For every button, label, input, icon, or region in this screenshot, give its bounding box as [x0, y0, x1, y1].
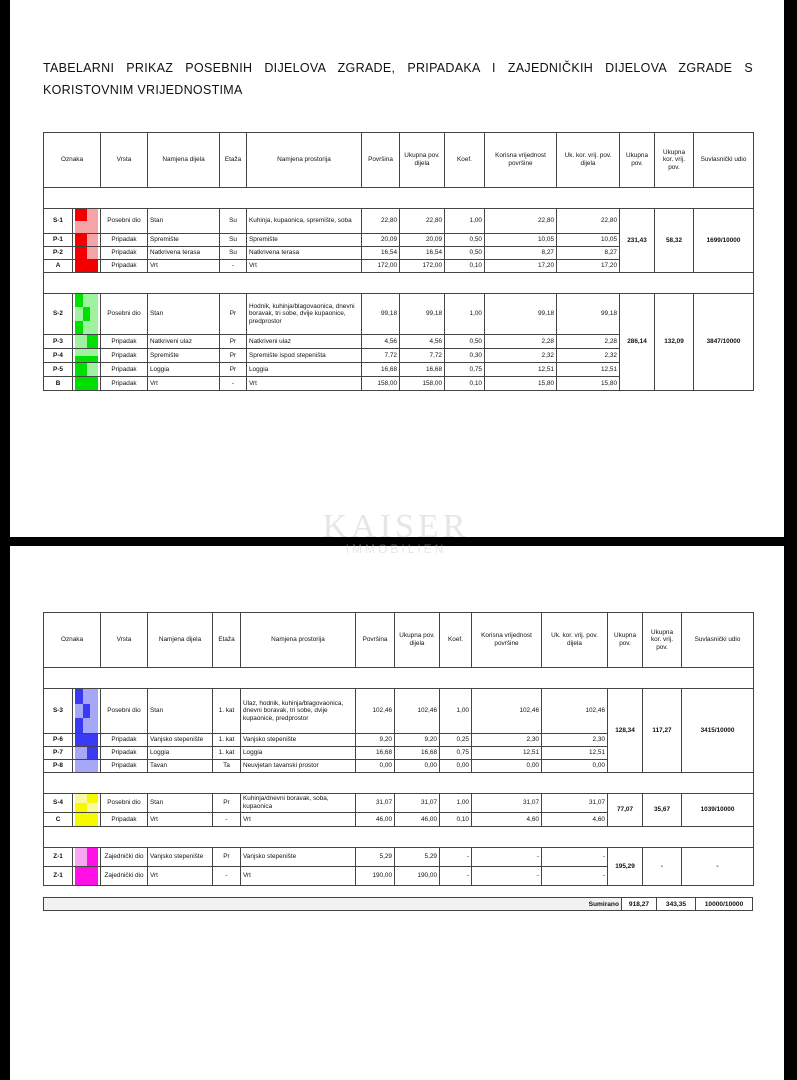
cell-uk-kor: 99,18	[557, 294, 620, 335]
spacer	[44, 188, 754, 209]
cell-vrsta: Pripadak	[101, 760, 148, 773]
cell-ukupna-pov: 172,00	[400, 260, 445, 273]
table-header-row	[44, 613, 754, 668]
cell-koef: 1,00	[440, 794, 472, 813]
cell-vrsta: Posebni dio	[101, 209, 148, 234]
cell-oznaka: P-2	[44, 247, 73, 260]
cell-vrsta: Pripadak	[101, 260, 148, 273]
group-suvlasnicki-udio: 3415/10000	[682, 689, 754, 773]
cell-uk-kor: 2,30	[542, 734, 608, 747]
cell-namjena-dijela: Vrt	[148, 377, 220, 391]
cell-uk-kor: 2,32	[557, 349, 620, 363]
cell-oznaka: P-7	[44, 747, 73, 760]
color-swatch	[73, 747, 101, 760]
header-ukupna-kor-vrij: Ukupna kor. vrij. pov.	[655, 133, 694, 188]
cell-vrsta: Zajednički dio	[101, 867, 148, 886]
color-swatch	[73, 247, 101, 260]
cell-namjena-dijela: Loggia	[148, 747, 213, 760]
cell-etaza: 1. kat	[213, 689, 241, 734]
cell-korisna: 12,51	[485, 363, 557, 377]
cell-etaza: 1. kat	[213, 734, 241, 747]
header-suvlasnicki-udio: Suvlasnički udio	[682, 613, 754, 668]
header-korisna-vrijednost: Korisna vrijednost površine	[485, 133, 557, 188]
cell-etaza: Pr	[220, 335, 247, 349]
table-row	[44, 689, 754, 734]
color-swatch	[73, 209, 101, 234]
cell-etaza: Ta	[213, 760, 241, 773]
table-page-2	[43, 612, 754, 886]
cell-povrsina: 20,09	[362, 234, 400, 247]
cell-koef: 0,00	[440, 760, 472, 773]
cell-oznaka: S-3	[44, 689, 73, 734]
color-swatch	[73, 760, 101, 773]
cell-korisna: 2,30	[472, 734, 542, 747]
cell-koef: -	[440, 867, 472, 886]
cell-etaza: Pr	[213, 848, 241, 867]
cell-etaza: Su	[220, 209, 247, 234]
header-povrsina: Površina	[356, 613, 395, 668]
group-total-kor: 132,09	[655, 294, 694, 391]
cell-namjena-dijela: Spremište	[148, 349, 220, 363]
header-oznaka: Oznaka	[44, 133, 101, 188]
cell-oznaka: S-4	[44, 794, 73, 813]
cell-vrsta: Posebni dio	[101, 689, 148, 734]
cell-korisna: 10,05	[485, 234, 557, 247]
cell-ukupna-pov: 46,00	[395, 813, 440, 827]
cell-namjena-dijela: Vanjsko stepenište	[148, 848, 213, 867]
cell-namjena-prostorija: Vrt	[247, 260, 362, 273]
group-z1	[44, 848, 754, 886]
color-swatch	[73, 234, 101, 247]
summary-total-kor: 343,35	[657, 898, 696, 911]
cell-koef: 1,00	[445, 209, 485, 234]
color-swatch	[73, 335, 101, 349]
header-suvlasnicki-udio: Suvlasnički udio	[694, 133, 754, 188]
cell-korisna: 22,80	[485, 209, 557, 234]
cell-oznaka: P-8	[44, 760, 73, 773]
table-row	[44, 294, 754, 335]
cell-namjena-dijela: Vanjsko stepenište	[148, 734, 213, 747]
cell-uk-kor: 31,07	[542, 794, 608, 813]
cell-namjena-prostorija: Natkrivena terasa	[247, 247, 362, 260]
cell-ukupna-pov: 16,68	[400, 363, 445, 377]
cell-vrsta: Pripadak	[101, 747, 148, 760]
cell-etaza: 1. kat	[213, 747, 241, 760]
cell-vrsta: Posebni dio	[101, 294, 148, 335]
cell-ukupna-pov: 22,80	[400, 209, 445, 234]
header-koef: Koef.	[440, 613, 472, 668]
cell-koef: 0,50	[445, 247, 485, 260]
cell-uk-kor: 12,51	[557, 363, 620, 377]
cell-koef: 0,25	[440, 734, 472, 747]
group-total-pov: 286,14	[620, 294, 655, 391]
cell-povrsina: 0,00	[356, 760, 395, 773]
document-page-1	[10, 0, 784, 537]
cell-povrsina: 16,54	[362, 247, 400, 260]
color-swatch	[73, 349, 101, 363]
cell-namjena-prostorija: Hodnik, kuhinja/blagovaonica, dnevni boravak, tri sobe, dvije kupaonice, predprostor	[247, 294, 362, 335]
color-swatch	[73, 363, 101, 377]
cell-namjena-prostorija: Vrt	[247, 377, 362, 391]
cell-povrsina: 9,20	[356, 734, 395, 747]
watermark-subtitle: IMMOBILIEN	[345, 542, 447, 556]
cell-vrsta: Pripadak	[101, 349, 148, 363]
cell-koef: 0,10	[440, 813, 472, 827]
cell-namjena-prostorija: Spremište ispod stepeništa	[247, 349, 362, 363]
cell-vrsta: Pripadak	[101, 813, 148, 827]
cell-korisna: 102,46	[472, 689, 542, 734]
cell-ukupna-pov: 7,72	[400, 349, 445, 363]
cell-namjena-dijela: Stan	[148, 209, 220, 234]
cell-etaza: Su	[220, 247, 247, 260]
group-total-kor: 117,27	[643, 689, 682, 773]
cell-namjena-dijela: Tavan	[148, 760, 213, 773]
group-s2	[44, 294, 754, 391]
color-swatch	[73, 867, 101, 886]
cell-etaza: -	[213, 867, 241, 886]
cell-oznaka: S-1	[44, 209, 73, 234]
cell-oznaka: C	[44, 813, 73, 827]
cell-etaza: Su	[220, 234, 247, 247]
color-swatch	[73, 377, 101, 391]
color-swatch	[73, 848, 101, 867]
cell-uk-kor: 0,00	[542, 760, 608, 773]
cell-uk-kor: 10,05	[557, 234, 620, 247]
cell-koef: 0,10	[445, 377, 485, 391]
cell-oznaka: Z-1	[44, 867, 73, 886]
cell-namjena-prostorija: Natkriveni ulaz	[247, 335, 362, 349]
table-row	[44, 209, 754, 234]
cell-povrsina: 31,07	[356, 794, 395, 813]
cell-namjena-dijela: Natkriveni ulaz	[148, 335, 220, 349]
cell-namjena-dijela: Vrt	[148, 260, 220, 273]
cell-oznaka: P-4	[44, 349, 73, 363]
table-row	[44, 848, 754, 867]
cell-ukupna-pov: 99,18	[400, 294, 445, 335]
cell-namjena-prostorija: Kuhinja/dnevni boravak, soba, kupaonica	[241, 794, 356, 813]
group-s1	[44, 209, 754, 273]
cell-korisna: 99,18	[485, 294, 557, 335]
cell-oznaka: P-6	[44, 734, 73, 747]
summary-total-pov: 918,27	[622, 898, 657, 911]
header-povrsina: Površina	[362, 133, 400, 188]
cell-oznaka: P-3	[44, 335, 73, 349]
cell-namjena-dijela: Loggia	[148, 363, 220, 377]
group-total-kor: -	[643, 848, 682, 886]
cell-namjena-dijela: Stan	[148, 794, 213, 813]
group-total-kor: 35,67	[643, 794, 682, 827]
cell-namjena-prostorija: Vrt	[241, 813, 356, 827]
header-uk-kor-vrij: Uk. kor. vrij. pov. dijela	[557, 133, 620, 188]
cell-vrsta: Zajednički dio	[101, 848, 148, 867]
header-vrsta: Vrsta	[101, 133, 148, 188]
cell-uk-kor: 22,80	[557, 209, 620, 234]
cell-povrsina: 22,80	[362, 209, 400, 234]
cell-namjena-prostorija: Ulaz, hodnik, kuhinja/blagovaonica, dnevni boravak, tri sobe, dvije kupaonice, predprostor	[241, 689, 356, 734]
cell-vrsta: Pripadak	[101, 377, 148, 391]
cell-etaza: -	[220, 377, 247, 391]
group-total-pov: 231,43	[620, 209, 655, 273]
header-oznaka: Oznaka	[44, 613, 101, 668]
cell-korisna: 31,07	[472, 794, 542, 813]
header-uk-kor-vrij: Uk. kor. vrij. pov. dijela	[542, 613, 608, 668]
cell-oznaka: B	[44, 377, 73, 391]
cell-uk-kor: -	[542, 867, 608, 886]
header-koef: Koef.	[445, 133, 485, 188]
cell-vrsta: Pripadak	[101, 734, 148, 747]
header-ukupna-pov-dijela: Ukupna pov. dijela	[395, 613, 440, 668]
cell-vrsta: Pripadak	[101, 363, 148, 377]
group-s4	[44, 794, 754, 827]
cell-namjena-prostorija: Kuhinja, kupaonica, spremište, soba	[247, 209, 362, 234]
cell-povrsina: 190,00	[356, 867, 395, 886]
cell-korisna: 8,27	[485, 247, 557, 260]
cell-uk-kor: 17,20	[557, 260, 620, 273]
watermark	[316, 510, 476, 556]
cell-namjena-dijela: Vrt	[148, 867, 213, 886]
cell-povrsina: 5,29	[356, 848, 395, 867]
cell-oznaka: Z-1	[44, 848, 73, 867]
cell-namjena-prostorija: Vanjsko stepenište	[241, 734, 356, 747]
cell-etaza: Pr	[220, 349, 247, 363]
cell-ukupna-pov: 9,20	[395, 734, 440, 747]
cell-namjena-dijela: Vrt	[148, 813, 213, 827]
cell-povrsina: 7,72	[362, 349, 400, 363]
cell-ukupna-pov: 4,56	[400, 335, 445, 349]
spacer	[44, 773, 754, 794]
header-namjena-prostorija: Namjena prostorija	[247, 133, 362, 188]
header-namjena-dijela: Namjena dijela	[148, 613, 213, 668]
summary-total-udio: 10000/10000	[696, 898, 753, 911]
cell-ukupna-pov: 31,07	[395, 794, 440, 813]
header-ukupna-pov: Ukupna pov.	[620, 133, 655, 188]
cell-ukupna-pov: 0,00	[395, 760, 440, 773]
cell-namjena-prostorija: Neuvjetan tavanski prostor	[241, 760, 356, 773]
header-vrsta: Vrsta	[101, 613, 148, 668]
cell-etaza: Pr	[220, 294, 247, 335]
cell-uk-kor: 15,80	[557, 377, 620, 391]
cell-koef: 0,10	[445, 260, 485, 273]
header-korisna-vrijednost: Korisna vrijednost površine	[472, 613, 542, 668]
cell-povrsina: 172,00	[362, 260, 400, 273]
cell-ukupna-pov: 20,09	[400, 234, 445, 247]
watermark-brand: KAISER	[322, 508, 470, 545]
spacer	[44, 827, 754, 848]
cell-korisna: 17,20	[485, 260, 557, 273]
cell-povrsina: 16,68	[362, 363, 400, 377]
header-ukupna-pov: Ukupna pov.	[608, 613, 643, 668]
cell-uk-kor: 12,51	[542, 747, 608, 760]
cell-povrsina: 102,46	[356, 689, 395, 734]
cell-korisna: 12,51	[472, 747, 542, 760]
color-swatch	[73, 734, 101, 747]
color-swatch	[73, 294, 101, 335]
cell-koef: 0,50	[445, 234, 485, 247]
color-swatch	[73, 260, 101, 273]
cell-vrsta: Pripadak	[101, 247, 148, 260]
summary-label: Sumirano	[44, 898, 622, 911]
group-suvlasnicki-udio: -	[682, 848, 754, 886]
cell-ukupna-pov: 158,00	[400, 377, 445, 391]
spacer	[44, 668, 754, 689]
cell-vrsta: Pripadak	[101, 234, 148, 247]
cell-koef: 0,75	[445, 363, 485, 377]
cell-koef: 0,50	[445, 335, 485, 349]
document-page-2	[10, 546, 784, 1080]
cell-koef: 1,00	[445, 294, 485, 335]
cell-uk-kor: 2,28	[557, 335, 620, 349]
cell-korisna: 15,80	[485, 377, 557, 391]
cell-korisna: 0,00	[472, 760, 542, 773]
header-etaza: Etaža	[213, 613, 241, 668]
group-total-pov: 77,07	[608, 794, 643, 827]
cell-koef: 0,30	[445, 349, 485, 363]
table-row	[44, 794, 754, 813]
cell-etaza: -	[220, 260, 247, 273]
cell-ukupna-pov: 5,29	[395, 848, 440, 867]
cell-namjena-prostorija: Loggia	[241, 747, 356, 760]
cell-koef: 1,00	[440, 689, 472, 734]
cell-ukupna-pov: 16,68	[395, 747, 440, 760]
cell-povrsina: 46,00	[356, 813, 395, 827]
group-total-pov: 195,29	[608, 848, 643, 886]
cell-namjena-prostorija: Vanjsko stepenište	[241, 848, 356, 867]
color-swatch	[73, 794, 101, 813]
cell-vrsta: Posebni dio	[101, 794, 148, 813]
cell-namjena-dijela: Spremište	[148, 234, 220, 247]
color-swatch	[73, 813, 101, 827]
cell-oznaka: S-2	[44, 294, 73, 335]
cell-ukupna-pov: 190,00	[395, 867, 440, 886]
cell-oznaka: P-1	[44, 234, 73, 247]
cell-namjena-dijela: Stan	[148, 294, 220, 335]
cell-povrsina: 158,00	[362, 377, 400, 391]
cell-namjena-dijela: Stan	[148, 689, 213, 734]
group-suvlasnicki-udio: 3847/10000	[694, 294, 754, 391]
cell-vrsta: Pripadak	[101, 335, 148, 349]
cell-uk-kor: 8,27	[557, 247, 620, 260]
cell-koef: 0,75	[440, 747, 472, 760]
cell-ukupna-pov: 16,54	[400, 247, 445, 260]
cell-uk-kor: 4,60	[542, 813, 608, 827]
color-swatch	[73, 689, 101, 734]
header-namjena-prostorija: Namjena prostorija	[241, 613, 356, 668]
cell-etaza: Pr	[220, 363, 247, 377]
summary-row	[43, 897, 753, 911]
cell-ukupna-pov: 102,46	[395, 689, 440, 734]
cell-namjena-dijela: Natkrivena terasa	[148, 247, 220, 260]
header-ukupna-kor-vrij: Ukupna kor. vrij. pov.	[643, 613, 682, 668]
cell-koef: -	[440, 848, 472, 867]
cell-etaza: -	[213, 813, 241, 827]
group-total-kor: 58,32	[655, 209, 694, 273]
cell-korisna: 4,60	[472, 813, 542, 827]
cell-povrsina: 4,56	[362, 335, 400, 349]
table-page-1	[43, 132, 754, 391]
cell-namjena-prostorija: Loggia	[247, 363, 362, 377]
cell-korisna: -	[472, 867, 542, 886]
cell-namjena-prostorija: Spremište	[247, 234, 362, 247]
cell-namjena-prostorija: Vrt	[241, 867, 356, 886]
spacer	[44, 273, 754, 294]
cell-povrsina: 16,68	[356, 747, 395, 760]
header-etaza: Etaža	[220, 133, 247, 188]
header-ukupna-pov-dijela: Ukupna pov. dijela	[400, 133, 445, 188]
group-total-pov: 128,34	[608, 689, 643, 773]
cell-korisna: 2,28	[485, 335, 557, 349]
cell-korisna: -	[472, 848, 542, 867]
header-namjena-dijela: Namjena dijela	[148, 133, 220, 188]
cell-uk-kor: 102,46	[542, 689, 608, 734]
cell-oznaka: A	[44, 260, 73, 273]
cell-povrsina: 99,18	[362, 294, 400, 335]
group-s3	[44, 689, 754, 773]
table-header-row	[44, 133, 754, 188]
cell-oznaka: P-5	[44, 363, 73, 377]
cell-korisna: 2,32	[485, 349, 557, 363]
cell-uk-kor: -	[542, 848, 608, 867]
group-suvlasnicki-udio: 1699/10000	[694, 209, 754, 273]
document-title: TABELARNI PRIKAZ POSEBNIH DIJELOVA ZGRADE, PRIPADAKA I ZAJEDNIČKIH DIJELOVA ZGRADE S KORISTOVNIM VRIJEDNOSTIMA	[43, 61, 753, 97]
group-suvlasnicki-udio: 1039/10000	[682, 794, 754, 827]
cell-etaza: Pr	[213, 794, 241, 813]
